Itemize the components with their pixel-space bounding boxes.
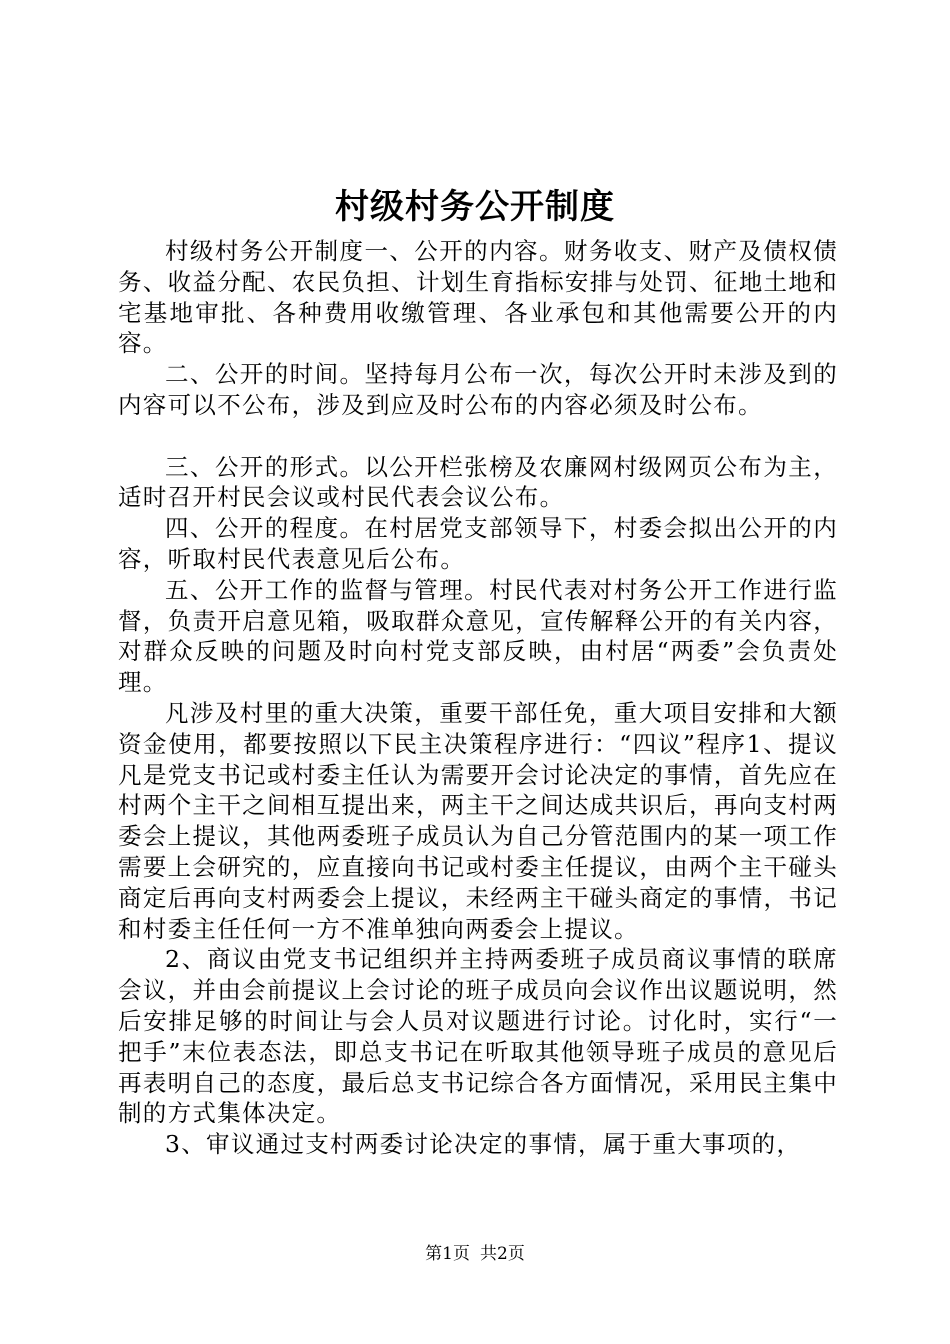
paragraph-1: 村级村务公开制度一、公开的内容。财务收支、财产及债权债务、收益分配、农民负担、计划生育指标安排与处罚、征地土地和宅基地审批、各种费用收缴管理、各业承包和其他需要公开的内容。 xyxy=(118,237,838,358)
paragraph-3: 三、公开的形式。以公开栏张榜及农廉网村级网页公布为主，适时召开村民会议或村民代表会议公布。 xyxy=(118,452,838,512)
paragraph-2: 二、公开的时间。坚持每月公布一次，每次公开时未涉及到的内容可以不公布，涉及到应及时公布的内容必须及时公布。 xyxy=(118,360,838,419)
page-total: 共2页 xyxy=(480,1244,525,1264)
paragraph-7: 2、商议由党支书记组织并主持两委班子成员商议事情的联席会议，并由会前提议上会讨论的班子成员向会议作出议题说明，然后安排足够的时间让与会人员对议题进行讨论。讨化时，实行“一把手”末位表态法，即总支书记在听取其他领导班子成员的意见后再表明自己的态度，最后总支书记综合各方面情况，采用民主集中制的方式集体决定。 xyxy=(118,945,838,1128)
document-body xyxy=(118,236,838,1160)
paragraph-8: 3、审议通过支村两委讨论决定的事情，属于重大事项的， xyxy=(165,1130,802,1159)
page-number: 第1页 xyxy=(425,1244,470,1264)
page-footer xyxy=(0,1243,950,1265)
paragraph-5: 五、公开工作的监督与管理。村民代表对村务公开工作进行监督，负责开启意见箱，吸取群众意见，宣传解释公开的有关内容，对群众反映的问题及时向村党支部反映，由村居“两委”会负责处理。 xyxy=(118,575,838,697)
paragraph-6: 凡涉及村里的重大决策，重要干部任免，重大项目安排和大额资金使用，都要按照以下民主决策程序进行：“四议”程序1、提议凡是党支书记或村委主任认为需要开会讨论决定的事情，首先应在村两个主干之间相互提出来，两主干之间达成共识后，再向支村两委会上提议，其他两委班子成员认为自己分管范围内的某一项工作需要上会研究的，应直接向书记或村委主任提议，由两个主干碰头商定后再向支村两委会上提议，未经两主干碰头商定的事情，书记和村委主任任何一方不准单独向两委会上提议。 xyxy=(118,698,838,943)
paragraph-4: 四、公开的程度。在村居党支部领导下，村委会拟出公开的内容，听取村民代表意见后公布。 xyxy=(118,514,838,573)
page-title: 村级村务公开制度 xyxy=(335,187,615,227)
